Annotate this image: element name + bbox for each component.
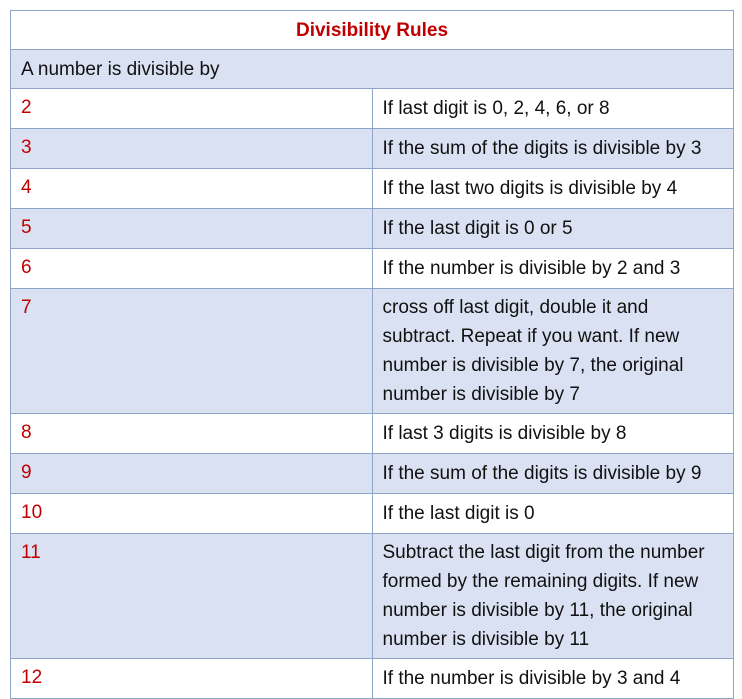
divisor-cell: 6 xyxy=(11,249,373,289)
rule-cell: If the number is divisible by 3 and 4 xyxy=(372,659,734,699)
table-row xyxy=(11,454,734,494)
rule-cell: If the last two digits is divisible by 4 xyxy=(372,169,734,209)
title-row xyxy=(11,11,734,50)
divisor-cell: 10 xyxy=(11,494,373,534)
divisor-cell: 12 xyxy=(11,659,373,699)
table-row xyxy=(11,169,734,209)
table-row xyxy=(11,129,734,169)
rule-cell: If last digit is 0, 2, 4, 6, or 8 xyxy=(372,89,734,129)
divisor-cell: 7 xyxy=(11,289,373,414)
table-row xyxy=(11,534,734,659)
divisor-cell: 2 xyxy=(11,89,373,129)
rule-cell: If the last digit is 0 xyxy=(372,494,734,534)
table-title: Divisibility Rules xyxy=(11,11,734,50)
intro-row xyxy=(11,50,734,89)
rule-cell: If the sum of the digits is divisible by 3 xyxy=(372,129,734,169)
rule-cell: If the last digit is 0 or 5 xyxy=(372,209,734,249)
table-row xyxy=(11,494,734,534)
divisor-cell: 3 xyxy=(11,129,373,169)
table-row xyxy=(11,659,734,699)
divisor-cell: 11 xyxy=(11,534,373,659)
table-row xyxy=(11,249,734,289)
table-row xyxy=(11,289,734,414)
table-row xyxy=(11,414,734,454)
divisor-cell: 8 xyxy=(11,414,373,454)
table-row xyxy=(11,209,734,249)
rule-cell: If the number is divisible by 2 and 3 xyxy=(372,249,734,289)
rule-cell: If the sum of the digits is divisible by 9 xyxy=(372,454,734,494)
rule-cell: If last 3 digits is divisible by 8 xyxy=(372,414,734,454)
divisor-cell: 5 xyxy=(11,209,373,249)
divisibility-rules-table xyxy=(10,10,734,699)
table-row xyxy=(11,89,734,129)
divisor-cell: 4 xyxy=(11,169,373,209)
rule-cell: cross off last digit, double it and subtract. Repeat if you want. If new number is divisible by 7, the original number is divisible by 7 xyxy=(372,289,734,414)
rule-cell: Subtract the last digit from the number formed by the remaining digits. If new number is divisible by 11, the original number is divisible by 11 xyxy=(372,534,734,659)
intro-text: A number is divisible by xyxy=(11,50,734,89)
divisor-cell: 9 xyxy=(11,454,373,494)
